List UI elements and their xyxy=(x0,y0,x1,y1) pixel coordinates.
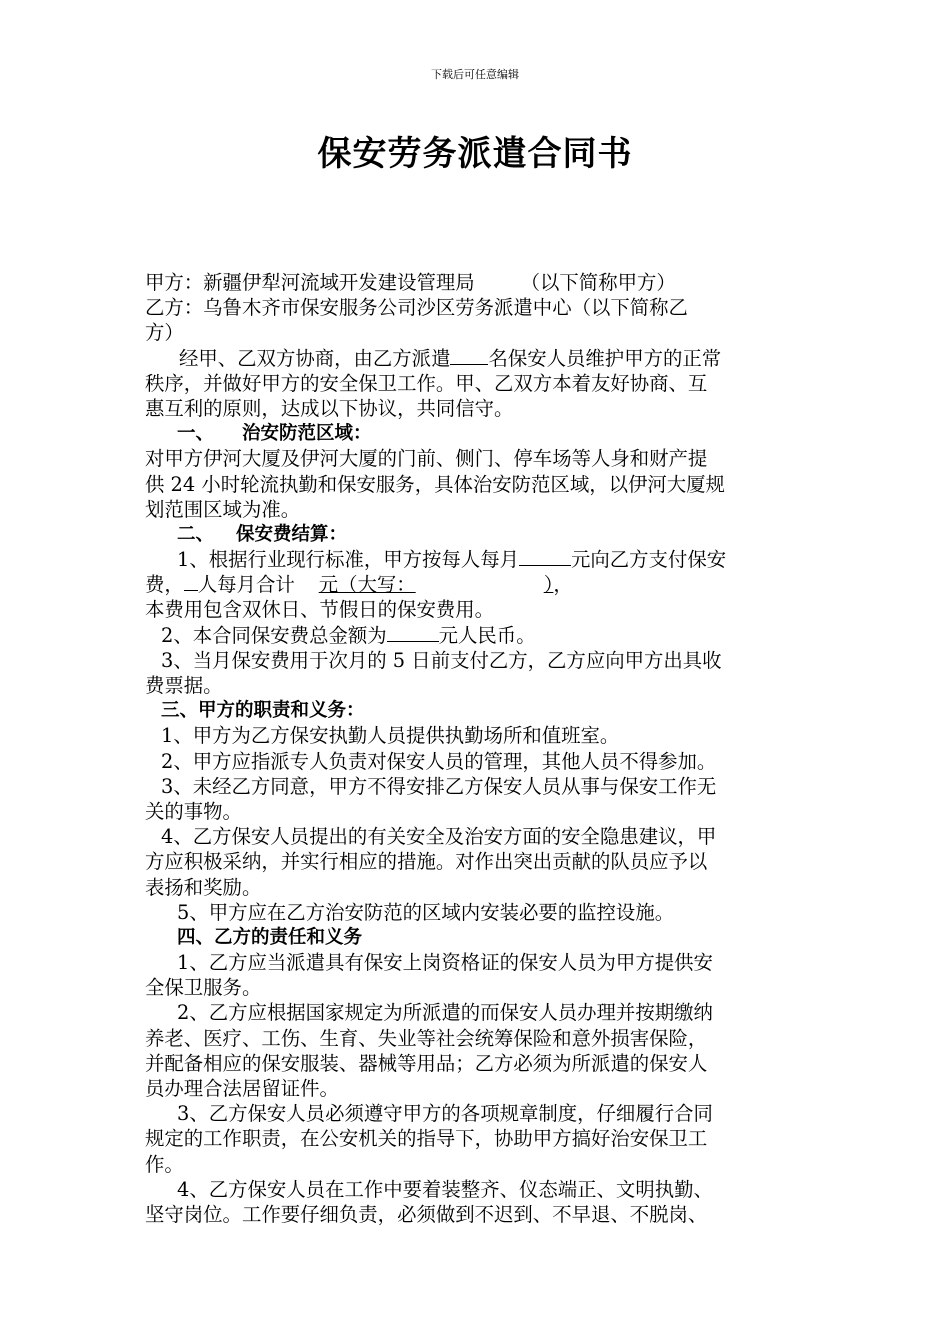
clause-line xyxy=(145,623,807,648)
clause-line: 1、甲方为乙方保安执勤人员提供执勤场所和值班室。 xyxy=(161,724,620,748)
section-number: 二、 xyxy=(177,523,215,545)
section-number: 一、 xyxy=(177,423,215,445)
clause-line: 2、乙方应根据国家规定为所派遣的而保安人员办理并按期缴纳 xyxy=(177,1001,713,1025)
document-title: 保安劳务派遣合同书 xyxy=(317,134,633,174)
clause-line: 3、当月保安费用于次月的 5 日前支付乙方，乙方应向甲方出具收 xyxy=(161,648,722,672)
personnel-count-blank xyxy=(450,346,488,365)
party-a: 甲方：新疆伊犁河流域开发建设管理局 xyxy=(145,271,475,294)
total-underline xyxy=(295,573,554,596)
section-heading: 四、乙方的责任和义务 xyxy=(177,926,363,948)
clause-line: 本费用包含双休日、节假日的保安费用。 xyxy=(145,598,495,622)
section-heading xyxy=(145,421,807,446)
clause-line: 表扬和奖励。 xyxy=(145,875,262,899)
clause-line: 费票据。 xyxy=(145,674,223,697)
party-a-line xyxy=(145,270,807,295)
clause-line: 方应积极采纳，并实行相应的措施。对作出突出贡献的队员应予以 xyxy=(145,850,708,874)
party-b-line: 乙方：乌鲁木齐市保安服务公司沙区劳务派遣中心（以下简称乙 xyxy=(145,296,688,320)
clause-line: 并配备相应的保安服装、器械等用品；乙方必须为所派遣的保安人 xyxy=(145,1051,708,1075)
intro-line xyxy=(145,346,807,371)
section-heading: 三、甲方的职责和义务： xyxy=(161,700,365,722)
clause-text: 1、根据行业现行标准，甲方按每人每月 xyxy=(177,548,519,572)
clause-line: 作。 xyxy=(145,1152,184,1176)
section-title: 保安费结算： xyxy=(236,523,348,545)
clause-line: 4、乙方保安人员在工作中要着装整齐、仪态端正、文明执勤、 xyxy=(177,1177,713,1201)
header-note: 下载后可任意编辑 xyxy=(431,68,519,81)
paragraph-line: 对甲方伊河大厦及伊河大厦的门前、侧门、停车场等人身和财产提 xyxy=(145,447,708,471)
paragraph-line: 供 24 小时轮流执勤和保安服务，具体治安防范区域，以伊河大厦规 xyxy=(145,472,725,496)
total-amount-blank xyxy=(387,623,439,642)
clause-line: 2、甲方应指派专人负责对保安人员的管理，其他人员不得参加。 xyxy=(161,749,717,773)
clause-line: 5、甲方应在乙方治安防范的区域内安装必要的监控设施。 xyxy=(177,900,675,924)
clause-line: 3、未经乙方同意，甲方不得安排乙方保安人员从事与保安工作无 xyxy=(161,774,717,798)
intro-line: 秩序，并做好甲方的安全保卫工作。甲、乙双方本着友好协商、互 xyxy=(145,371,708,395)
clause-line: 坚守岗位。工作要仔细负责，必须做到不迟到、不早退、不脱岗、 xyxy=(145,1202,708,1226)
clause-line: 关的事物。 xyxy=(145,799,242,823)
clause-line: 员办理合法居留证件。 xyxy=(145,1077,339,1100)
monthly-fee-blank xyxy=(519,547,571,566)
persons-blank xyxy=(184,572,198,591)
party-a-suffix: （以下简称甲方） xyxy=(520,271,676,294)
intro-line: 惠互利的原则，达成以下协议，共同信守。 xyxy=(145,396,514,420)
intro-text: 经甲、乙双方协商，由乙方派遣 xyxy=(179,346,451,370)
clause-text: 元向乙方支付保安 xyxy=(570,548,727,572)
clause-text: ， xyxy=(553,573,573,597)
clause-text: 2、本合同保安费总金额为 xyxy=(161,623,387,647)
amount-close: ） xyxy=(543,573,554,597)
clause-line: 3、乙方保安人员必须遵守甲方的各项规章制度，仔细履行合同 xyxy=(177,1102,713,1126)
contract-body xyxy=(145,270,807,1227)
clause-line: 4、乙方保安人员提出的有关安全及治安方面的安全隐患建议，甲 xyxy=(161,825,717,849)
clause-line: 1、乙方应当派遣具有保安上岗资格证的保安人员为甲方提供安 xyxy=(177,951,713,975)
clause-line: 全保卫服务。 xyxy=(145,976,262,1000)
clause-text: 费， xyxy=(145,573,184,597)
paragraph-line: 划范围区域为准。 xyxy=(145,497,301,521)
intro-text: 名保安人员维护甲方的正常 xyxy=(488,346,722,370)
section-heading xyxy=(145,522,807,547)
section-title: 治安防范区域： xyxy=(242,423,372,445)
amount-label: 元（大写： xyxy=(318,573,416,597)
clause-line xyxy=(145,572,807,597)
clause-line: 养老、医疗、工伤、生育、失业等社会统筹保险和意外损害保险， xyxy=(145,1026,708,1050)
party-b-line-cont: 方） xyxy=(145,321,184,345)
clause-text: 元人民币。 xyxy=(438,623,536,647)
clause-line xyxy=(145,547,807,572)
clause-text: 人每月合计 xyxy=(197,573,295,597)
clause-line: 规定的工作职责，在公安机关的指导下，协助甲方搞好治安保卫工 xyxy=(145,1127,708,1151)
